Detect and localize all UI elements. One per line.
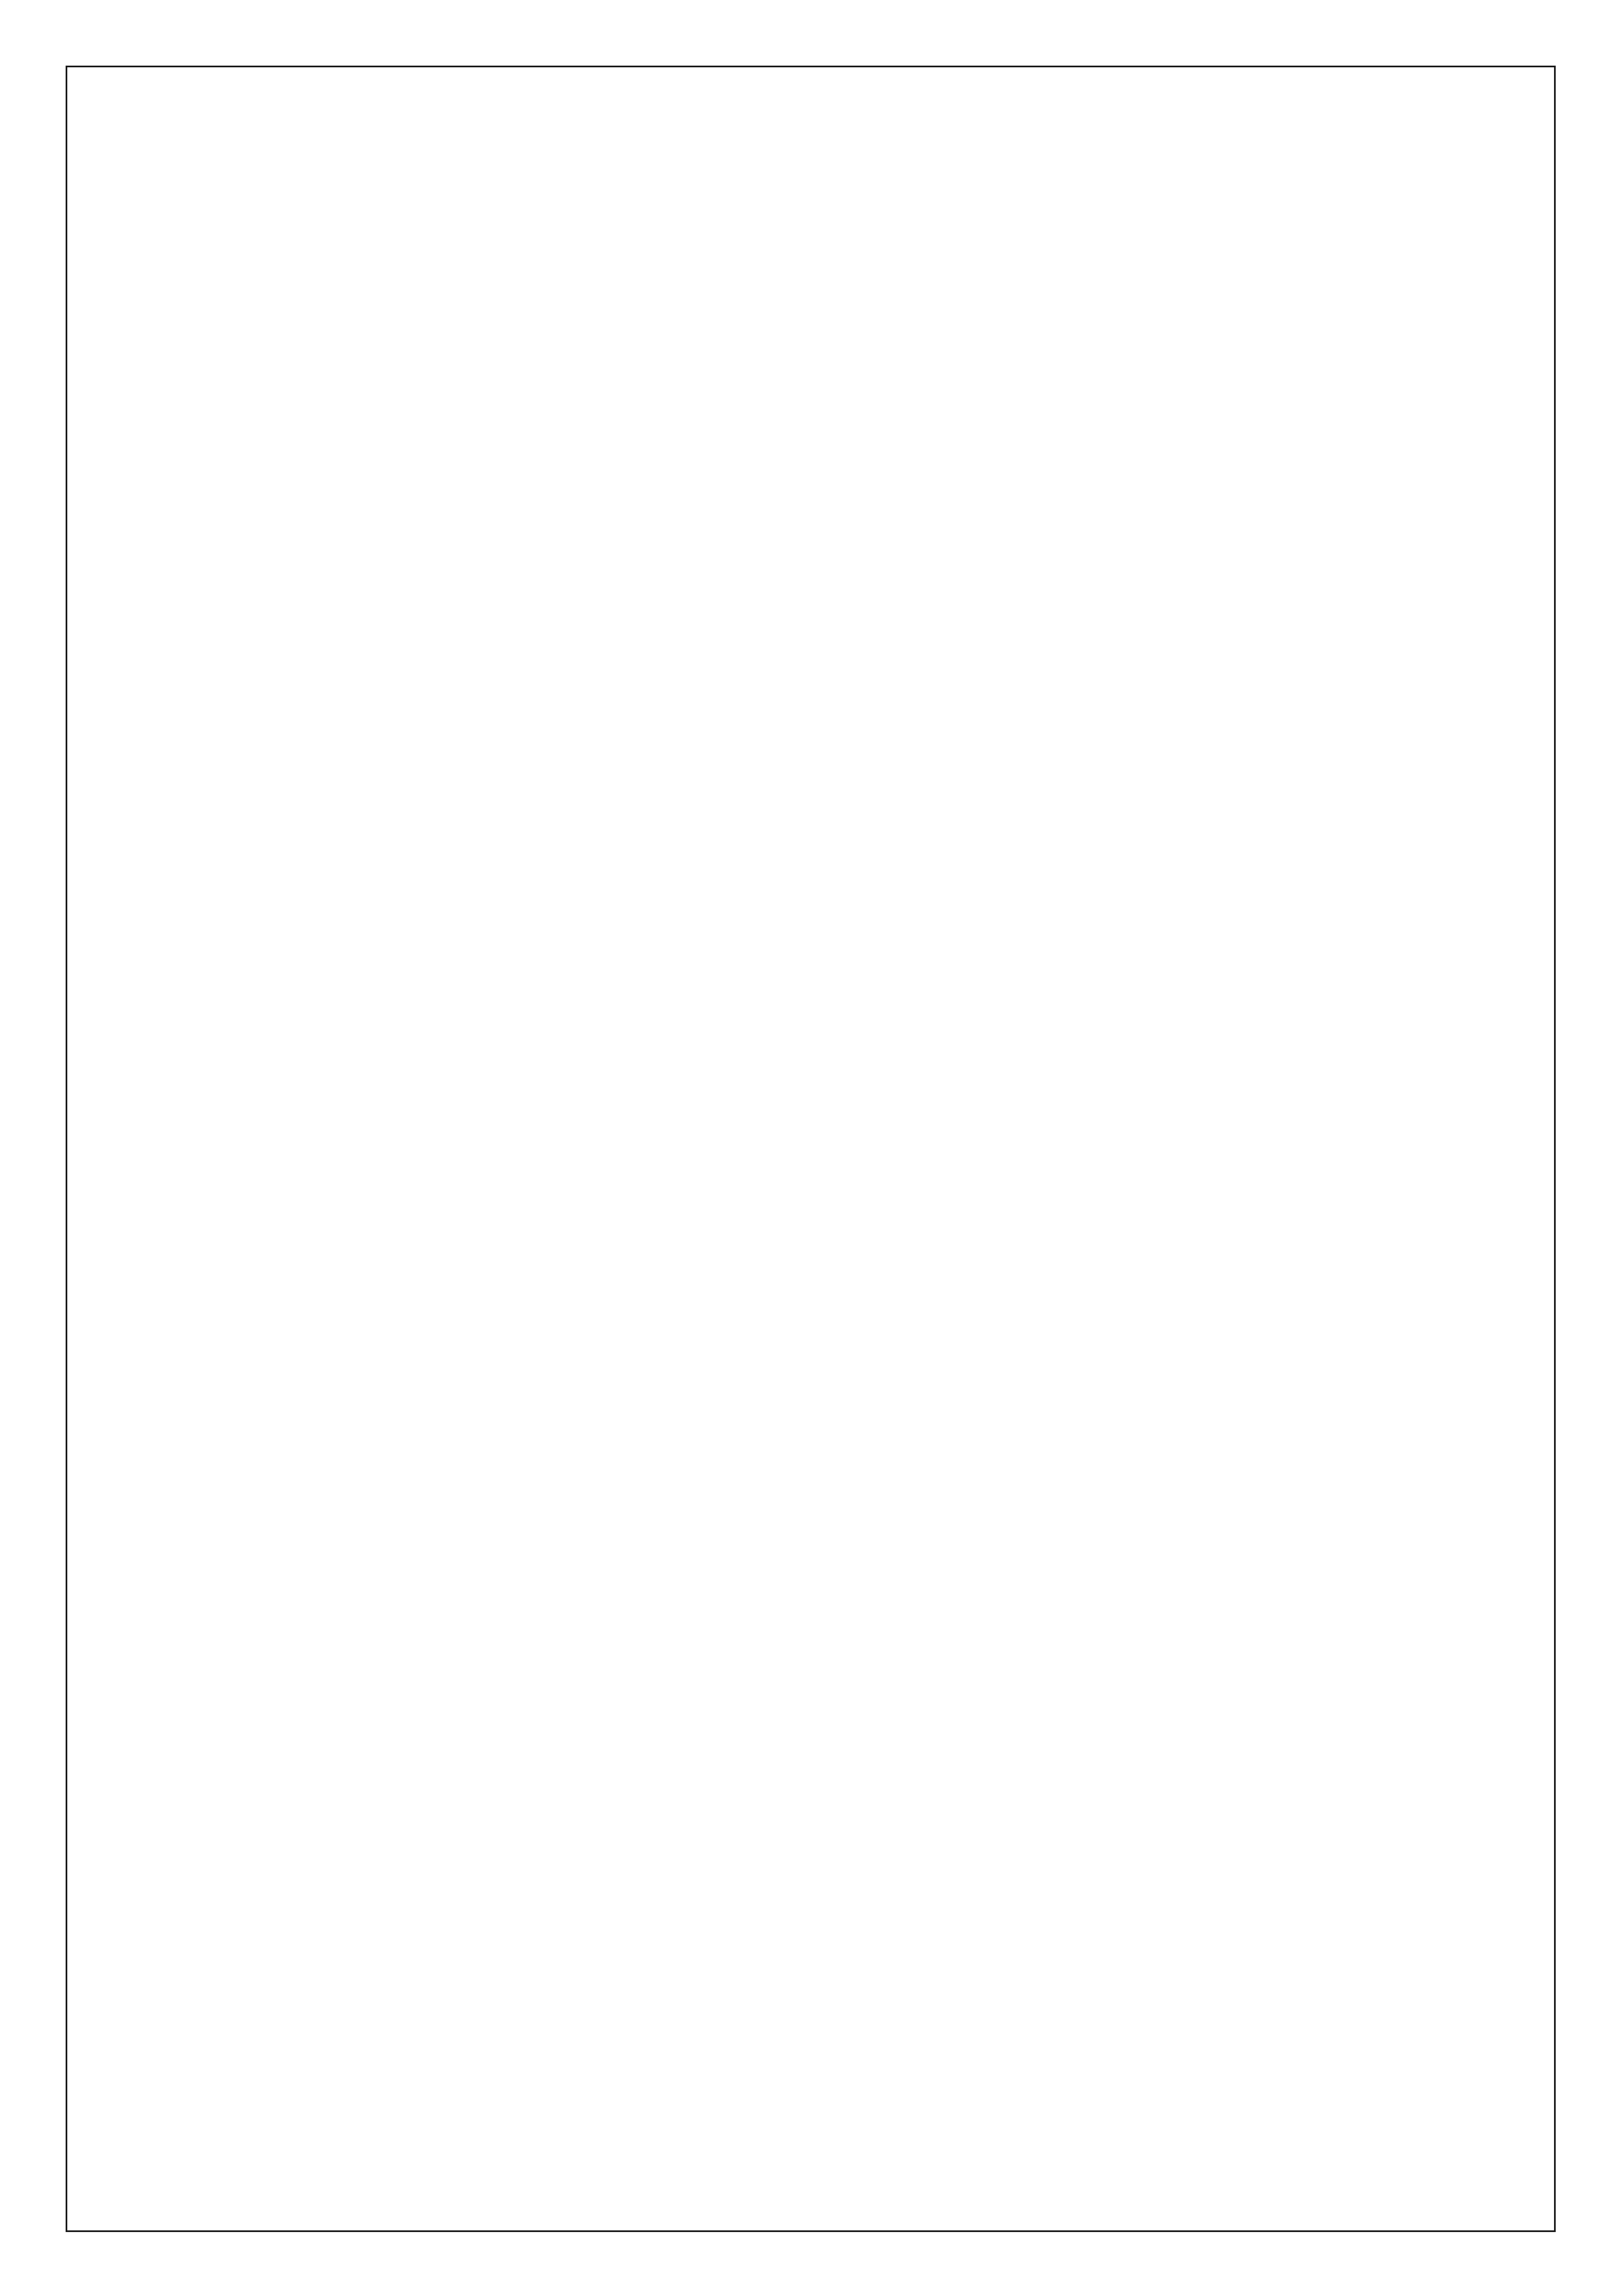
paragraph-4 bbox=[202, 1061, 1492, 1697]
document-body bbox=[202, 213, 1492, 2232]
paragraph-3 bbox=[202, 637, 1492, 1061]
paragraph-5 bbox=[202, 1697, 1492, 1803]
paragraph-6 bbox=[202, 1803, 1492, 2122]
paragraph-7 bbox=[202, 2122, 1492, 2228]
paragraph-1 bbox=[202, 213, 1492, 425]
paragraph-8 bbox=[202, 2228, 1492, 2232]
paragraph-2 bbox=[202, 425, 1492, 637]
page-frame bbox=[66, 66, 1556, 2232]
